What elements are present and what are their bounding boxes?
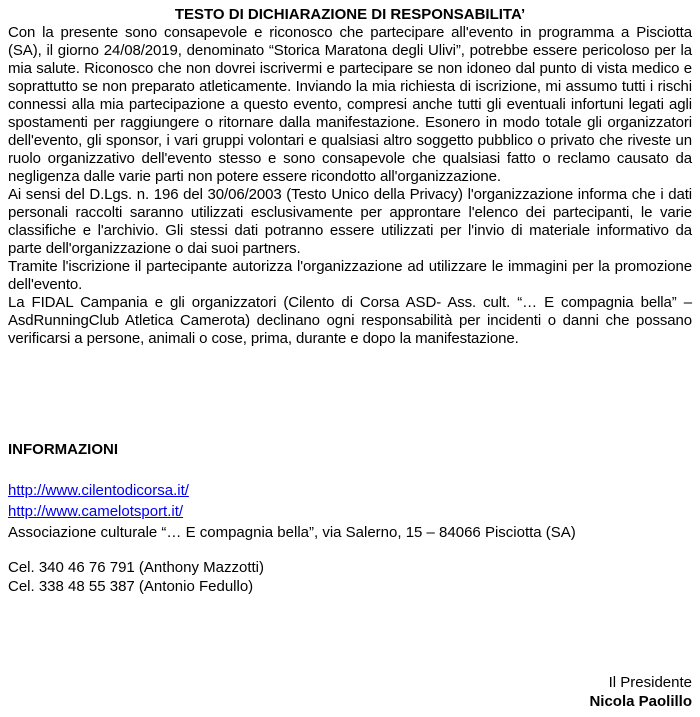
signature-block: [589, 673, 692, 711]
signature-name: Nicola Paolillo: [589, 693, 692, 710]
phone-line: Cel. 340 46 76 791 (Anthony Mazzotti): [8, 559, 264, 576]
contact-phones: [8, 558, 264, 596]
link-cilentodicorsa[interactable]: http://www.cilentodicorsa.it/: [8, 482, 189, 499]
paragraph-images: Tramite l'iscrizione il partecipante autorizza l'organizzazione ad utilizzare le immagini per la promozione dell'evento.: [8, 258, 692, 293]
signature-role: Il Presidente: [608, 674, 692, 691]
phone-line: Cel. 338 48 55 387 (Antonio Fedullo): [8, 578, 254, 595]
association-address: Associazione culturale “… E compagnia bella”, via Salerno, 15 – 84066 Pisciotta (SA): [8, 524, 576, 541]
paragraph-privacy: Ai sensi del D.Lgs. n. 196 del 30/06/2003 (Testo Unico della Privacy) l'organizzazione informa che i dati personali raccolti saranno utilizzati esclusivamente per approntare l'elenco dei partecipanti, le varie classifiche e l'archivio. Gli stessi dati potranno essere utilizzati per l'invio di materiale informativo da parte dell'organizzazione o dai suoi partners.: [8, 186, 692, 257]
document-page: [8, 0, 692, 595]
paragraph-liability: La FIDAL Campania e gli organizzatori (Cilento di Corsa ASD- Ass. cult. “… E compagnia bella” – AsdRunningClub Atletica Camerota) declinano ogni responsabilità per incidenti o danni che possano verificarsi a persone, animali o cose, prima, durante e dopo la manifestazione.: [8, 294, 692, 347]
link-camelotsport[interactable]: http://www.camelotsport.it/: [8, 503, 184, 520]
info-heading: INFORMAZIONI: [8, 441, 118, 458]
document-title: TESTO DI DICHIARAZIONE DI RESPONSABILITA’: [174, 6, 526, 23]
paragraph-declaration: Con la presente sono consapevole e riconosco che partecipare all'evento in programma a Pisciotta (SA), il giorno 24/08/2019, denominato “Storica Maratona degli Ulivi”, potrebbe essere pericoloso per la mia salute. Riconosco che non dovrei iscrivermi e partecipare se non idoneo dal punto di vista medico e soprattutto se non preparato atleticamente. Inviando la mia richiesta di iscrizione, mi assumo tutti i rischi connessi alla mia partecipazione a questo evento, compresi anche tutti gli eventuali infortuni legati agli spostamenti per raggiungere o ritornare dalla manifestazione. Esonero in modo totale gli organizzatori dell'evento, gli sponsor, i vari gruppi volontari e qualsiasi altro soggetto pubblico o privato che riveste un ruolo organizzativo dell'evento stesso e sono consapevole che qualsiasi fatto o reclamo causato da negligenza dalle varie parti non potere essere ricondotto all'organizzazione.: [8, 24, 692, 185]
info-links: [8, 480, 576, 543]
